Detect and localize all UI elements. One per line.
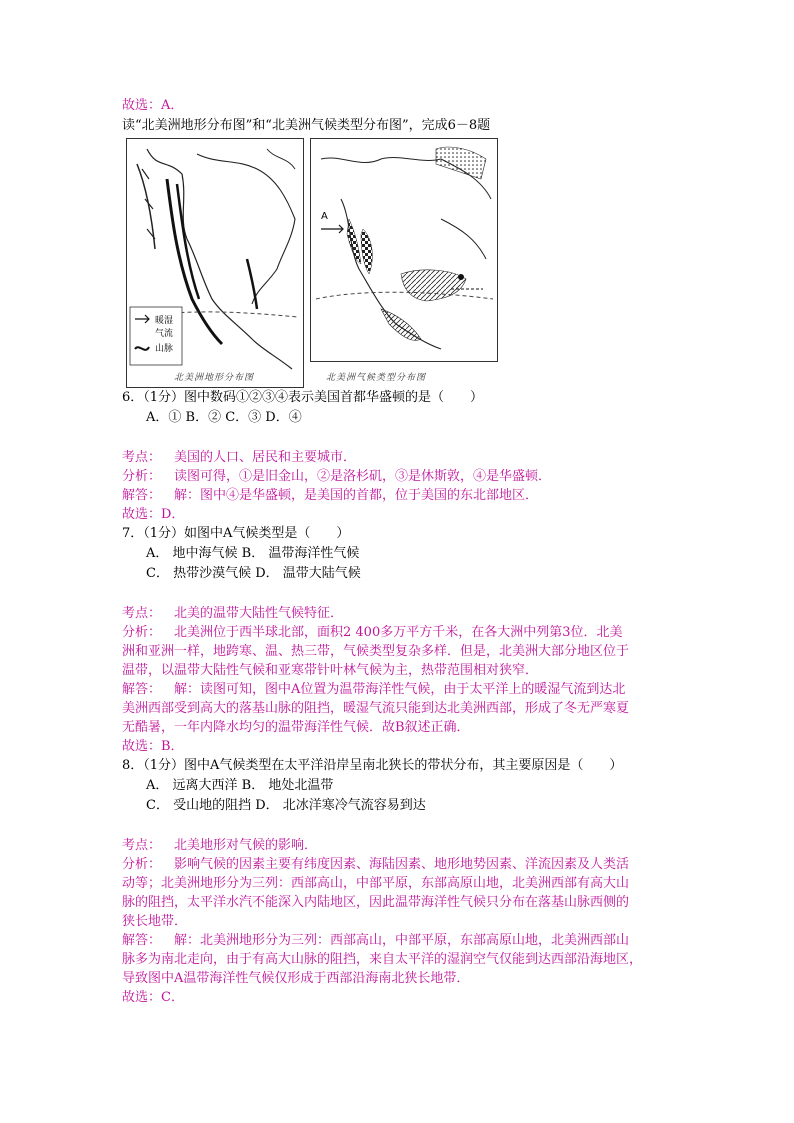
q6-answer: 故选：D． bbox=[122, 507, 185, 522]
q7-options-2: C． 热带沙漠气候 D． 温带大陆气候 bbox=[146, 566, 361, 581]
q7-stem: 7．（1分）如图中A气候类型是（ ） bbox=[122, 526, 350, 541]
q8-answer: 故选：C． bbox=[122, 990, 184, 1005]
landform-map bbox=[126, 138, 304, 388]
q8-options-2: C． 受山地的阻挡 D． 北冰洋寒冷气流容易到达 bbox=[146, 798, 426, 813]
q6-fenxi: 分析： 读图可得，①是旧金山，②是洛杉矶，③是休斯敦，④是华盛顿． bbox=[122, 469, 552, 484]
q8-kaodian: 考点： 北美地形对气候的影响． bbox=[122, 838, 318, 853]
q8-fenxi-2: 动等；北美洲地形分为三列：西部高山，中部平原，东部高原山地，北美洲西部有高大山 bbox=[122, 876, 630, 891]
q7-fenxi-2: 洲和亚洲一样，地跨寒、温、热三带，气候类型复杂多样．但是，北美洲大部分地区位于 bbox=[122, 644, 630, 659]
right-map-caption: 北美洲气候类型分布图 bbox=[326, 373, 427, 383]
q6-stem: 6．（1分）图中数码①②③④表示美国首都华盛顿的是（ ） bbox=[122, 390, 484, 405]
legend-airflow: 气流 bbox=[155, 329, 174, 339]
q7-fenxi-3: 温带，以温带大陆性气候和亚寒带针叶林气候为主，热带范围相对狭窄． bbox=[122, 663, 539, 678]
q7-jieda-1: 解答： 解：读图可知，图中A位置为温带海洋性气候，由于太平洋上的暖湿气流到达北 bbox=[122, 682, 626, 697]
q8-stem: 8．（1分）图中A气候类型在太平洋沿岸呈南北狭长的带状分布，其主要原因是（ ） bbox=[122, 758, 623, 773]
q7-options-1: A． 地中海气候 B． 温带海洋性气候 bbox=[146, 546, 360, 561]
q8-jieda-3: 导致图中A温带海洋性气候仅形成于西部沿海南北狭长地带． bbox=[122, 971, 470, 986]
q7-jieda-2: 美洲西部受到高大的落基山脉的阻挡，暖湿气流只能到达北美洲西部，形成了冬无严寒夏 bbox=[122, 701, 630, 716]
legend-warm: 暖湿 bbox=[155, 316, 174, 326]
left-map-caption: 北美洲地形分布图 bbox=[174, 373, 255, 383]
q7-kaodian: 考点： 北美的温带大陆性气候特征． bbox=[122, 606, 344, 621]
q8-jieda-2: 脉多为南北走向，由于有高大山脉的阻挡，来自太平洋的湿润空气仅能到达西部沿海地区， bbox=[122, 952, 643, 967]
q8-fenxi-3: 脉的阻挡，太平洋水汽不能深入内陆地区，因此温带海洋性气候只分布在落基山脉西侧的 bbox=[122, 895, 630, 910]
climate-map bbox=[310, 138, 498, 362]
q7-jieda-3: 无酷暑，一年内降水均匀的温带海洋性气候．故B叙述正确． bbox=[122, 720, 470, 735]
q7-answer: 故选：B． bbox=[122, 739, 184, 754]
q8-fenxi-4: 狭长地带． bbox=[122, 914, 188, 929]
q7-fenxi-1: 分析： 北美洲位于西半球北部，面积2 400多万平方千米，在各大洲中列第3位．北美 bbox=[122, 625, 623, 640]
maps-figure bbox=[126, 138, 498, 388]
q8-jieda-1: 解答： 解：北美洲地形分为三列：西部高山，中部平原，东部高原山地，北美洲西部山 bbox=[122, 933, 630, 948]
q8-fenxi-1: 分析： 影响气候的因素主要有纬度因素、海陆因素、地形地势因素、洋流因素及人类活 bbox=[122, 857, 630, 872]
q6-kaodian: 考点： 美国的人口、居民和主要城市． bbox=[122, 450, 357, 465]
point-a-label: A bbox=[321, 211, 328, 222]
q8-options-1: A． 远离大西洋 B． 地处北温带 bbox=[146, 778, 334, 793]
q6-jieda: 解答： 解：图中④是华盛顿，是美国的首都，位于美国的东北部地区． bbox=[122, 488, 539, 503]
q6-options: A．① B．② C．③ D．④ bbox=[146, 410, 302, 425]
intro-text: 读“北美洲地形分布图”和“北美洲气候类型分布图”，完成6－8题 bbox=[122, 118, 491, 133]
legend-mountain: 山脉 bbox=[155, 344, 174, 354]
previous-answer: 故选：A． bbox=[122, 98, 184, 113]
